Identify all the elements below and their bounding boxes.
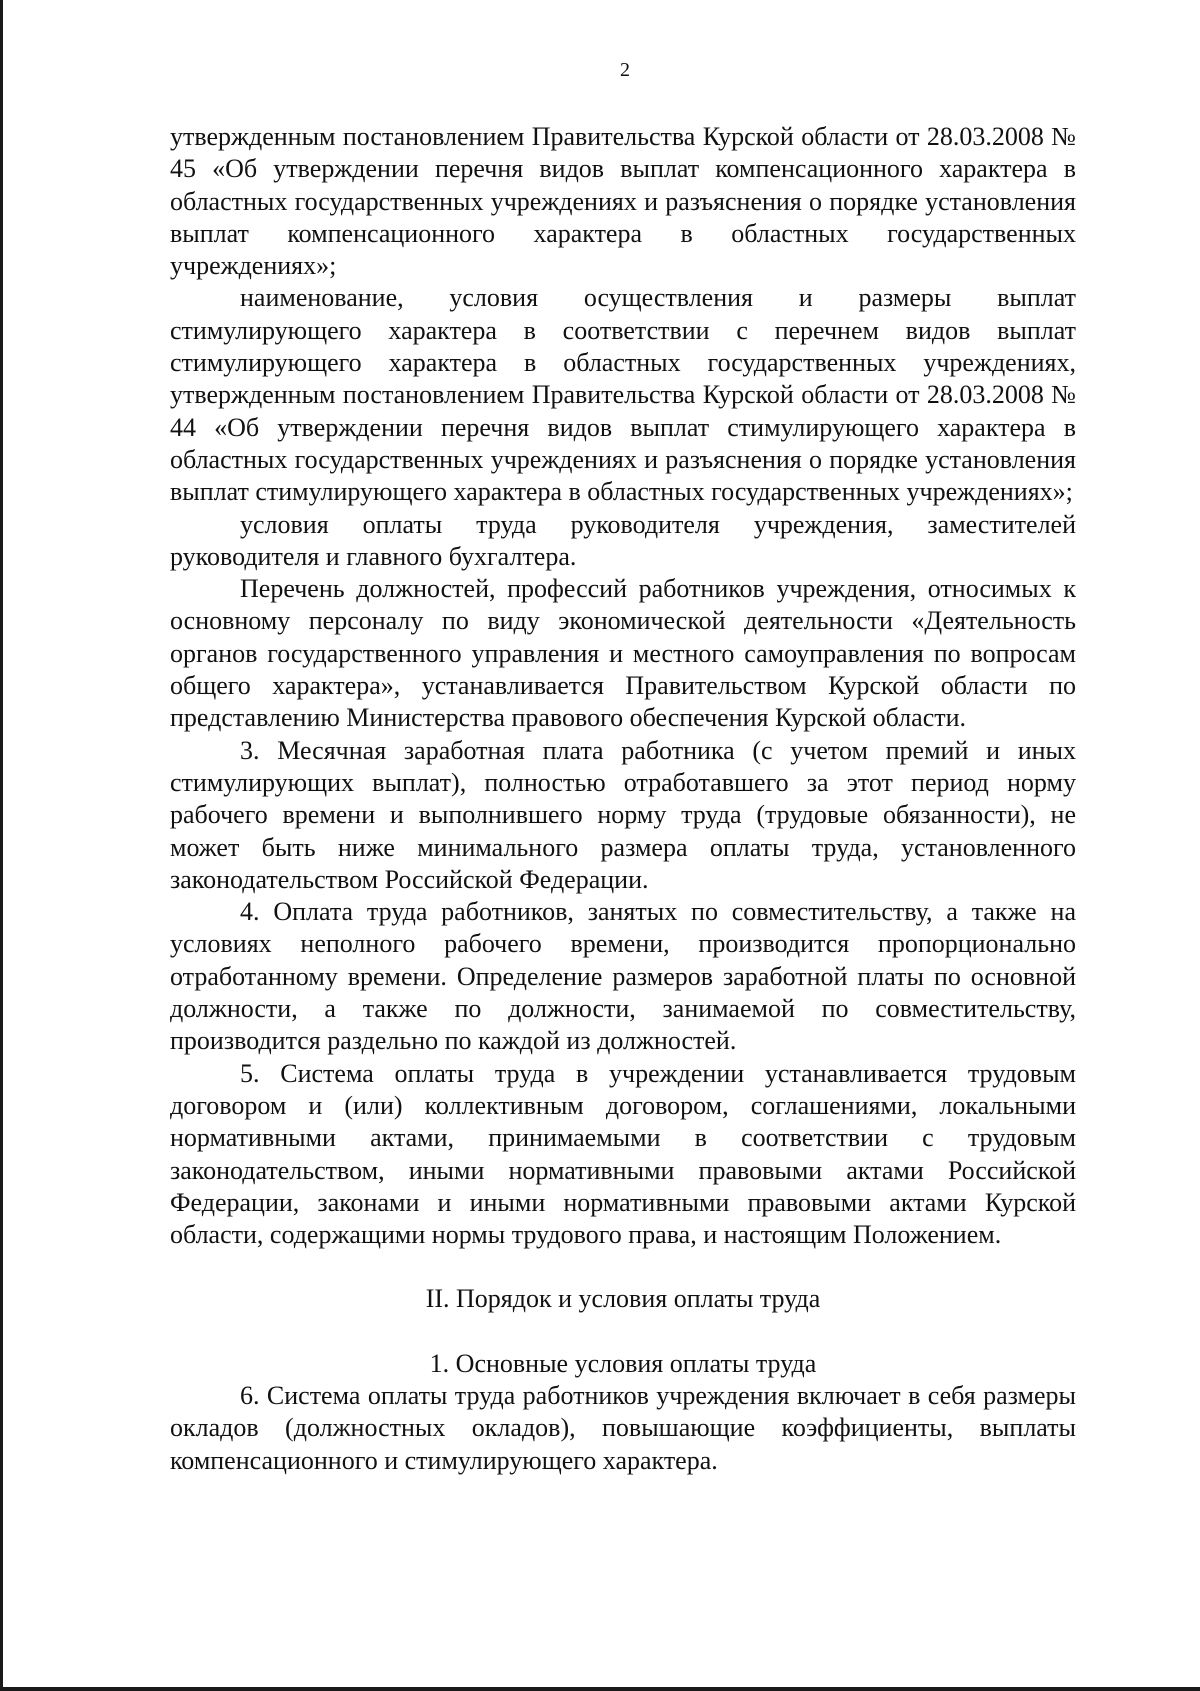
scan-left-edge — [0, 0, 3, 1691]
paragraph-item-4: 4. Оплата труда работников, занятых по совместительству, а также на условиях неполного рабочего времени, производится пропорционально отработанному времени. Определение размеров заработной платы по основной должности, а также по должности, занимаемой по совместительству, производится раздельно по каждой из должностей. — [170, 897, 1076, 1056]
paragraph-head-pay-conditions: условия оплаты труда руководителя учреждения, заместителей руководителя и главного бухгалтера. — [170, 509, 1076, 571]
paragraph-continuation: утвержденным постановлением Правительства Курской области от 28.03.2008 № 45 «Об утверждении перечня видов выплат компенсационного характера в областных государственных учреждениях и разъяснения о порядке установления выплат компенсационного характера в областных государственных учреждениях»; — [170, 122, 1076, 281]
paragraph-item-3: 3. Месячная заработная плата работника (с учетом премий и иных стимулирующих выплат), полностью отработавшего за этот период норму рабочего времени и выполнившего норму труда (трудовые обязанности), не может быть ниже минимального размера оплаты труда, установленного законодательством Российской Федерации. — [170, 735, 1076, 894]
section-heading: II. Порядок и условия оплаты труда — [425, 1284, 821, 1314]
paragraph-stimulating-payments: наименование, условия осуществления и размеры выплат стимулирующего характера в соответствии с перечнем видов выплат стимулирующего характера в областных государственных учреждениях, утвержденным постановлением Правительства Курской области от 28.03.2008 № 44 «Об утверждении перечня видов выплат стимулирующего характера в областных государственных учреждениях и разъяснения о порядке установления выплат стимулирующего характера в областных государственных учреждениях»; — [170, 283, 1076, 507]
document-body — [170, 121, 1076, 1477]
section-subheading: 1. Основные условия оплаты труда — [429, 1348, 817, 1378]
paragraph-positions-list: Перечень должностей, профессий работников учреждения, относимых к основному персоналу по виду экономической деятельности «Деятельность органов государственного управления и местного самоуправления по вопросам общего характера», устанавливается Правительством Курской области по представлению Министерства правового обеспечения Курской области. — [170, 574, 1076, 733]
scan-bottom-edge — [0, 1687, 1200, 1691]
paragraph-item-5: 5. Система оплаты труда в учреждении устанавливается трудовым договором и (или) коллективным договором, соглашениями, локальными нормативными актами, принимаемыми в соответствии с трудовым законодательством, иными нормативными правовыми актами Российской Федерации, законами и иными нормативными правовыми актами Курской области, содержащими нормы трудового права, и настоящим Положением. — [170, 1058, 1076, 1250]
paragraph-item-6: 6. Система оплаты труда работников учреждения включает в себя размеры окладов (должностных окладов), повышающие коэффициенты, выплаты компенсационного и стимулирующего характера. — [170, 1380, 1076, 1475]
page-number: 2 — [620, 59, 630, 81]
